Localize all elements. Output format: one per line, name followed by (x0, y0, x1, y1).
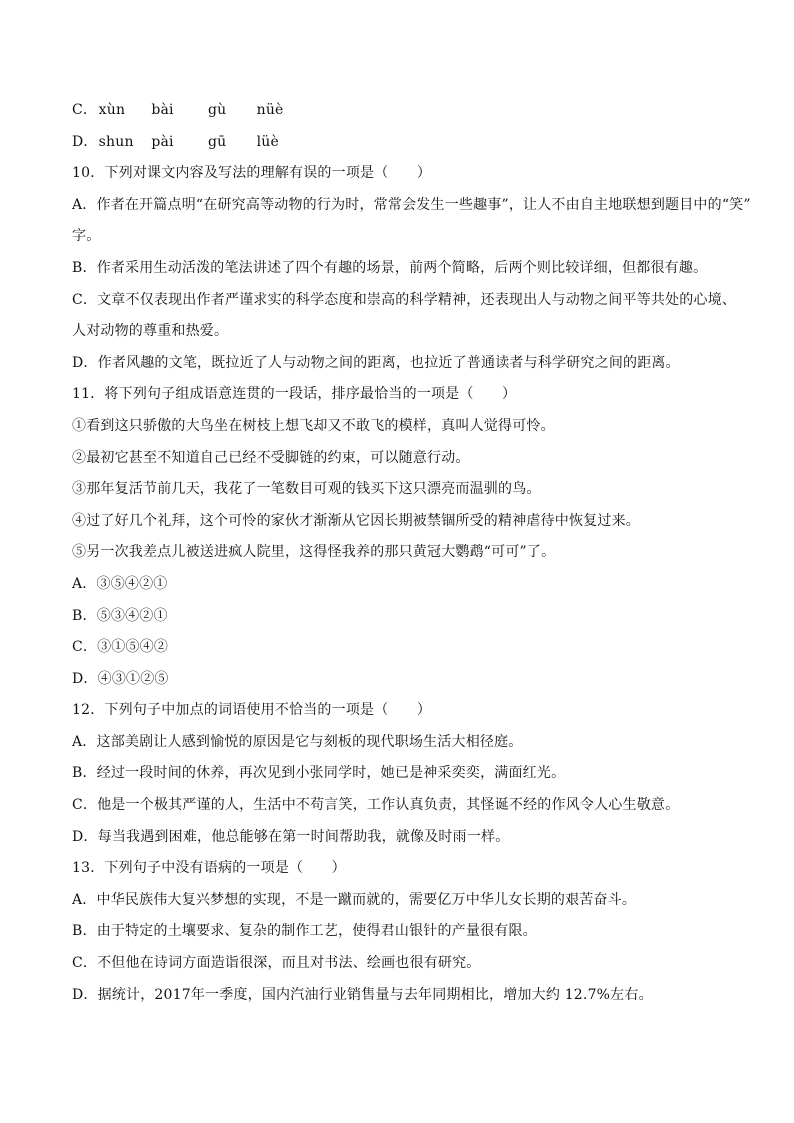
q12-option-b: B．经过一段时间的休养，再次见到小张同学时，她已是神采奕奕，满面红光。 (72, 765, 566, 782)
q13-stem: 13．下列句子中没有语病的一项是（ ） (72, 860, 346, 877)
pinyin-3: gù (207, 102, 227, 118)
pinyin-1: xùn (98, 102, 126, 118)
q11-sentence-4: ④过了好几个礼拜，这个可怜的家伙才渐渐从它因长期被禁锢所受的精神虐待中恢复过来。 (72, 512, 640, 529)
q12-option-c: C．他是一个极其严谨的人，生活中不苟言笑，工作认真负责，其怪诞不经的作风令人心生敬意。 (72, 797, 680, 814)
q13-option-b: B．由于特定的土壤要求、复杂的制作工艺，使得君山银针的产量很有限。 (72, 923, 537, 940)
q10-option-d: D．作者风趣的文笔，既拉近了人与动物之间的距离，也拉近了普通读者与科学研究之间的距离。 (72, 354, 680, 371)
q11-sentence-2: ②最初它甚至不知道自己已经不受脚链的约束，可以随意行动。 (72, 449, 470, 466)
option-label: D． (72, 133, 98, 150)
q11-sentence-5: ⑤另一次我差点儿被送进疯人院里，这得怪我养的那只黄冠大鹦鹉“可可”了。 (72, 544, 556, 561)
q13-option-a: A．中华民族伟大复兴梦想的实现，不是一蹴而就的，需要亿万中华儿女长期的艰苦奋斗。 (72, 891, 637, 908)
q10-stem: 10．下列对课文内容及写法的理解有误的一项是（ ） (72, 165, 432, 182)
pinyin-1: shun (98, 133, 134, 150)
q11-stem: 11．将下列句子组成语意连贯的一段话，排序最恰当的一项是（ ） (72, 386, 517, 403)
q10-option-c-cont: 人对动物的尊重和热爱。 (72, 323, 229, 340)
exam-page (72, 100, 751, 1016)
q11-option-a: A．③⑤④②① (72, 575, 168, 592)
q12-option-d: D．每当我遇到困难，他总能够在第一时间帮助我，就像及时雨一样。 (72, 828, 510, 845)
q11-option-c: C．③①⑤④② (72, 639, 169, 656)
q10-option-b: B．作者采用生动活泼的笔法讲述了四个有趣的场景，前两个简略，后两个则比较详细，但都很有趣。 (72, 259, 708, 276)
q10-option-c: C．文章不仅表现出作者严谨求实的科学态度和崇高的科学精神，还表现出人与动物之间平等共处的心境、 (72, 291, 737, 308)
q10-option-a-cont: 字。 (72, 228, 101, 245)
pinyin-2: pài (151, 133, 174, 150)
q9-option-c (72, 100, 732, 132)
pinyin-4: nüè (256, 102, 284, 118)
q11-sentence-1: ①看到这只骄傲的大鸟坐在树枝上想飞却又不敢飞的模样，真叫人觉得可怜。 (72, 417, 555, 434)
pinyin-4: lüè (256, 133, 280, 150)
option-label: C． (72, 102, 98, 118)
q11-option-d: D．④③①②⑤ (72, 670, 169, 687)
pinyin-3: gū (207, 133, 227, 150)
q11-sentence-3: ③那年复活节前几天，我花了一笔数目可观的钱买下这只漂亮而温驯的鸟。 (72, 481, 541, 498)
q13-option-d: D．据统计，2017年一季度，国内汽油行业销售量与去年同期相比，增加大约 12.7%左右。 (72, 986, 653, 1003)
pinyin-2: bài (151, 102, 174, 118)
q9-option-d (72, 132, 732, 164)
q10-option-a: A．作者在开篇点明“在研究高等动物的行为时，常常会发生一些趣事”，让人不由自主地联想到题目中的“笑” (72, 196, 751, 213)
q13-option-c: C．不但他在诗词方面造诣很深，而且对书法、绘画也很有研究。 (72, 955, 481, 972)
q12-option-a: A．这部美剧让人感到愉悦的原因是它与刻板的现代职场生活大相径庭。 (72, 733, 523, 750)
q12-stem: 12．下列句子中加点的词语使用不恰当的一项是（ ） (72, 702, 432, 719)
q11-option-b: B．⑤③④②① (72, 607, 168, 624)
